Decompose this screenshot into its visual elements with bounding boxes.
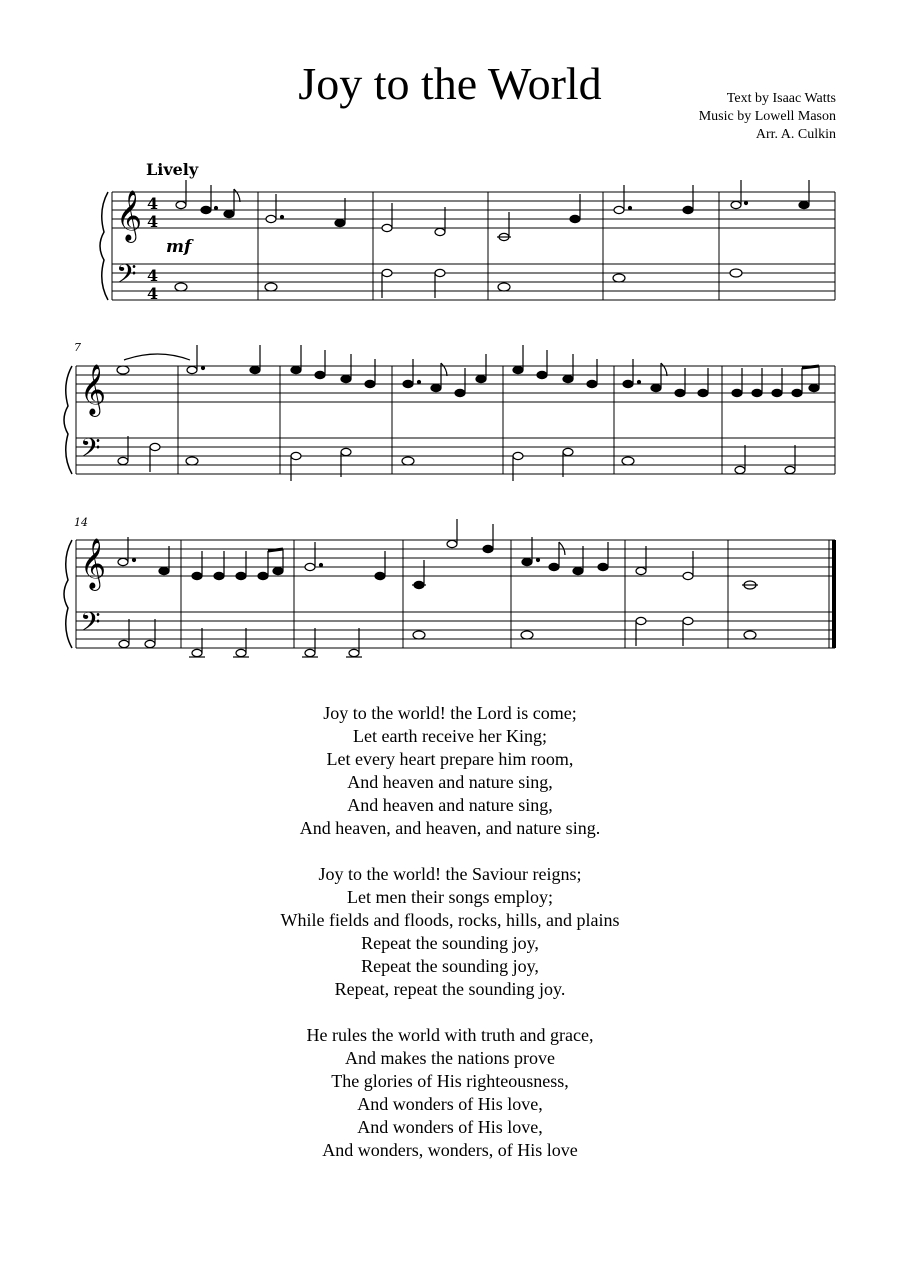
lyric-line: Joy to the world! the Lord is come; (323, 703, 577, 723)
note (214, 572, 224, 579)
note (698, 389, 708, 396)
treble-clef-icon: 𝄞 (80, 364, 107, 415)
lyric-line: Let earth receive her King; (353, 726, 547, 746)
note (341, 375, 351, 382)
note (683, 572, 693, 579)
note (382, 269, 392, 276)
note (809, 384, 819, 391)
measure-number: 7 (74, 341, 81, 354)
lyric-line: And heaven, and heaven, and nature sing. (299, 818, 601, 838)
lyric-line: And heaven and nature sing, (347, 795, 553, 815)
note (744, 631, 756, 639)
note (623, 380, 633, 387)
note (315, 371, 325, 378)
lyric-line: Repeat the sounding joy, (361, 933, 539, 953)
note (683, 617, 693, 624)
note (772, 389, 782, 396)
score-system-3 (0, 510, 900, 660)
note (735, 466, 745, 473)
page-title: Joy to the World (298, 58, 602, 109)
note (785, 466, 795, 473)
note (305, 563, 315, 570)
note (799, 201, 809, 208)
note (563, 375, 573, 382)
score-system-1 (0, 170, 900, 310)
note (201, 206, 211, 213)
note (236, 572, 246, 579)
note (291, 366, 301, 373)
time-signature-top: 4 (147, 194, 159, 213)
time-signature-bottom-bass: 4 (147, 284, 159, 303)
note (117, 366, 129, 374)
final-barline (832, 540, 836, 648)
note (636, 567, 646, 574)
stanza-3 (0, 1024, 900, 1162)
lyric-line: And heaven and nature sing, (347, 772, 553, 792)
note (513, 366, 523, 373)
stanza-2 (0, 863, 900, 1001)
note (175, 283, 187, 291)
note (476, 375, 486, 382)
credit-arranger: Arr. A. Culkin (755, 127, 836, 142)
bass-clef-icon: 𝄢 (116, 258, 137, 296)
lyric-line: And wonders of His love, (357, 1117, 543, 1137)
note (570, 215, 580, 222)
treble-clef-icon: 𝄞 (116, 190, 143, 241)
note (118, 558, 128, 565)
note (402, 457, 414, 465)
lyric-line: And wonders, wonders, of His love (322, 1140, 578, 1160)
lyric-line: And makes the nations prove (345, 1048, 555, 1068)
note (521, 631, 533, 639)
note (187, 366, 197, 373)
lyric-line: And wonders of His love, (357, 1094, 543, 1114)
note (382, 224, 392, 231)
lyric-line: Let every heart prepare him room, (326, 749, 574, 769)
note (435, 269, 445, 276)
note (341, 448, 351, 455)
note (731, 201, 741, 208)
note (483, 545, 493, 552)
note (683, 206, 693, 213)
lyrics (0, 702, 900, 1185)
lyric-line: Joy to the world! the Saviour reigns; (318, 864, 582, 884)
note (192, 572, 202, 579)
note (413, 631, 425, 639)
note (375, 572, 385, 579)
credit-text: Text by Isaac Watts (726, 91, 836, 106)
note (291, 452, 301, 459)
time-signature-top-bass: 4 (147, 266, 159, 285)
note (250, 366, 260, 373)
note (732, 389, 742, 396)
note (236, 649, 246, 656)
note (587, 380, 597, 387)
note (598, 563, 608, 570)
note (365, 380, 375, 387)
note (266, 215, 276, 222)
note (513, 452, 523, 459)
lyric-line: While fields and floods, rocks, hills, and plains (280, 910, 620, 930)
lyric-line: The glories of His righteousness, (331, 1071, 569, 1091)
note (549, 563, 559, 570)
note (176, 201, 186, 208)
note (675, 389, 685, 396)
tempo-marking: Lively (146, 160, 199, 179)
note (730, 269, 742, 277)
note (403, 380, 413, 387)
note (224, 210, 234, 217)
note (447, 540, 457, 547)
credit-music: Music by Lowell Mason (698, 109, 836, 124)
stanza-1 (0, 702, 900, 840)
note (335, 219, 345, 226)
note (431, 384, 441, 391)
note (563, 448, 573, 455)
note (614, 206, 624, 213)
note (192, 649, 202, 656)
lyric-line: He rules the world with truth and grace, (306, 1025, 594, 1045)
note (498, 283, 510, 291)
note (118, 457, 128, 464)
note (522, 558, 532, 565)
lyric-line: Let men their songs employ; (347, 887, 553, 907)
note (349, 649, 359, 656)
note (305, 649, 315, 656)
note (186, 457, 198, 465)
lyric-line: Repeat the sounding joy, (361, 956, 539, 976)
note (159, 567, 169, 574)
note (258, 572, 268, 579)
bass-clef-icon: 𝄢 (80, 432, 101, 470)
time-signature-bottom: 4 (147, 212, 159, 231)
note (150, 443, 160, 450)
note (573, 567, 583, 574)
note (622, 457, 634, 465)
note (636, 617, 646, 624)
measure-number: 14 (74, 516, 88, 529)
note (613, 274, 625, 282)
note (792, 389, 802, 396)
note (651, 384, 661, 391)
credits (699, 90, 836, 144)
note (435, 228, 445, 235)
note (455, 389, 465, 396)
note (119, 640, 129, 647)
treble-clef-icon: 𝄞 (80, 538, 107, 589)
bass-clef-icon: 𝄢 (80, 606, 101, 644)
note (752, 389, 762, 396)
note (537, 371, 547, 378)
dynamic-marking: mf (166, 237, 192, 257)
note (145, 640, 155, 647)
note (273, 567, 283, 574)
note (265, 283, 277, 291)
score-system-2 (0, 338, 900, 488)
lyric-line: Repeat, repeat the sounding joy. (334, 979, 566, 999)
